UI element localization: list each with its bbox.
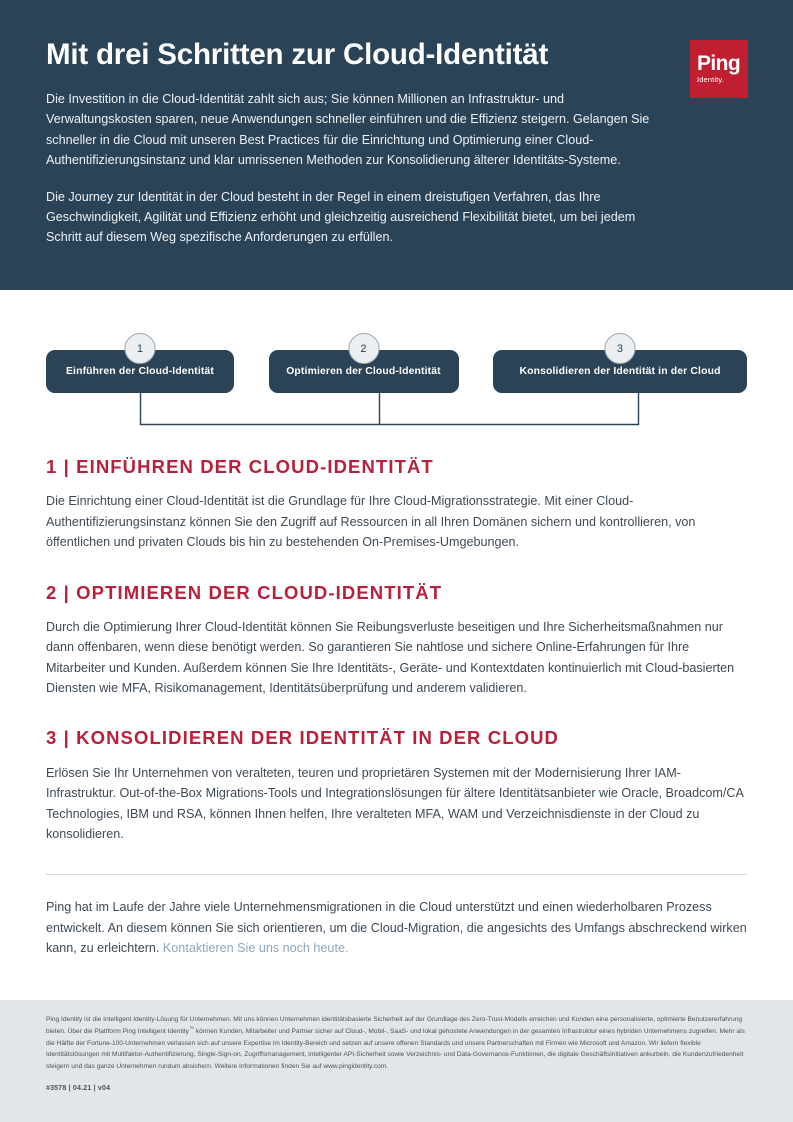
step-number-badge-3: 3 <box>605 333 636 364</box>
section-heading-3: 3 | KONSOLIDIEREN DER IDENTITÄT IN DER CLOUD <box>46 727 560 749</box>
section-body-3: Erlösen Sie Ihr Unternehmen von veralteten, teuren und proprietären Systemen mit der Modernisierung Ihrer IAM-Infrastruktur. Out-of-the-Box Migrations-Tools und Integrationslösungen für ältere Identitätsanbieter wie Oracle, Broadcom/CA Technologies, IBM und RSA, können Ihnen helfen, Ihre veralteten MFA, WAM und Verzeichnisdienste in der Cloud zu konsolidieren. <box>46 765 744 841</box>
footer <box>0 1000 793 1122</box>
step-box-1[interactable] <box>46 342 234 393</box>
step-label-2: Optimieren der Cloud-Identität <box>286 366 441 377</box>
step-label-3: Konsolidieren der Identität in der Cloud <box>519 366 721 377</box>
step-number-badge-1: 1 <box>125 333 156 364</box>
section-body-1: Die Einrichtung einer Cloud-Identität ist die Grundlage für Ihre Cloud-Migrationsstrategie. Mit einer Cloud-Authentifizierungsinstanz können Sie den Zugriff auf Ressourcen in all Ihren Domänen sichern und kontrollieren, von öffentlichen und privaten Clouds bis hin zu bestehenden On-Premises-Umgebungen. <box>46 494 696 550</box>
trademark-symbol: ™ <box>188 1026 194 1033</box>
step-label-1: Einführen der Cloud-Identität <box>65 366 215 377</box>
footer-disclaimer-part1: Ping Identity ist die Intelligent Identity-Lösung für Unternehmen. Mit uns können Unternehmen identitätsbasierte Sicherheit auf der Grundlage des Zero-Trust-Modells erreichen und Kunden eine personalisierte, optimierte Benutzererfahrung bieten. Über die Plattform Ping Intelligent Identity <box>46 1016 743 1036</box>
section-heading-1: 1 | EINFÜHREN DER CLOUD-IDENTITÄT <box>46 456 434 477</box>
footer-disclaimer <box>46 1014 747 1072</box>
main-content <box>0 457 793 1000</box>
closing-text: Ping hat im Laufe der Jahre viele Unternehmensmigrationen in die Cloud unterstützt und einen wiederholbaren Prozess entwickelt. An diesem können Sie sich orientieren, um die Cloud-Migration, die angesichts des Umfangs abschreckend wirken kann, zu erleichtern. <box>46 900 747 956</box>
footer-disclaimer-part2: können Kunden, Mitarbeiter und Partner sicher auf Cloud-, Mobil-, SaaS- und lokal gehostete Anwendungen in der gesamten Infrastruktur eines hybriden Unternehmens zugreifen. Mehr als die Hälfte der Fortune-100-Unternehmen verlassen sich auf unsere Expertise im Identity-Bereich und setzen auf unsere offenen Standards und unsere Partnerschaften mit Firmen wie Microsoft und Amazon. Wir liefern flexible Identitätslösungen mit Multifaktor-Authentifizierung, Single-Sign-on, Zugriffsmanagement, intelligenter API-Sicherheit sowie Verzeichnis- und Data-Governance-Funktionen, die digitale Geschäftsinitiativen ankurbeln, die Kundenzufriedenheit steigern und das ganze Unternehmen rundum absichern. Weitere Informationen finden Sie auf www.pingidentity.com. <box>46 1028 745 1070</box>
footer-document-id: #3578 | 04.21 | v04 <box>46 1084 111 1092</box>
hero-paragraph-2: Die Journey zur Identität in der Cloud besteht in der Regel in einem dreistufigen Verfahren, das Ihre Geschwindigkeit, Agilität und Effizienz erhöht und gleichzeitig ausreichend Flexibilität bietet, um bei jedem Schritt auf diesem Weg spezifische Anforderungen zu erfüllen. <box>46 189 636 245</box>
hero-paragraph-1: Die Investition in die Cloud-Identität zahlt sich aus; Sie können Millionen an Infrastruktur- und Verwaltungskosten sparen, neue Anwendungen schneller einführen und die Effizienz steigern. Gelangen Sie schneller in die Cloud mit unseren Best Practices für die Einrichtung und Optimierung einer Cloud-Authentifizierungsinstanz und klar umrissenen Methoden zur Konsolidierung älterer Identitäts-Systeme. <box>46 92 650 168</box>
hero-header <box>0 0 793 290</box>
section-optimieren <box>46 583 747 699</box>
steps-diagram <box>0 332 793 457</box>
section-einfuehren <box>46 457 747 553</box>
section-heading-2: 2 | OPTIMIEREN DER CLOUD-IDENTITÄT <box>46 581 443 603</box>
step-box-3[interactable] <box>493 342 747 393</box>
closing-divider <box>46 874 747 875</box>
steps-row <box>46 342 747 393</box>
section-body-2: Durch die Optimierung Ihrer Cloud-Identität können Sie Reibungsverluste beseitigen und Ihre Sicherheitsmaßnahmen nur dann offenbaren, wenn diese benötigt werden. So garantieren Sie nahtlose und sichere Online-Erfahrungen für Ihre Mitarbeiter und Kunden. Außerdem können Sie Ihre Identitäts-, Geräte- und Kontextdaten kontinuierlich mit Cloud-basierten Diensten wie MFA, Risikomanagement, Identitätsüberprüfung und anderem validieren. <box>46 619 735 696</box>
logo-wordmark: Ping <box>697 52 741 76</box>
closing-paragraph <box>46 897 747 958</box>
step-box-2[interactable] <box>269 342 459 393</box>
contact-us-link[interactable]: Kontaktieren Sie uns noch heute. <box>162 941 349 956</box>
step-number-badge-2: 2 <box>348 333 379 364</box>
ping-identity-logo <box>690 40 748 98</box>
logo-subtitle: Identity. <box>697 74 724 84</box>
page-title: Mit drei Schritten zur Cloud-Identität <box>46 38 549 71</box>
steps-connector-lines <box>0 393 793 439</box>
section-konsolidieren <box>46 728 747 844</box>
